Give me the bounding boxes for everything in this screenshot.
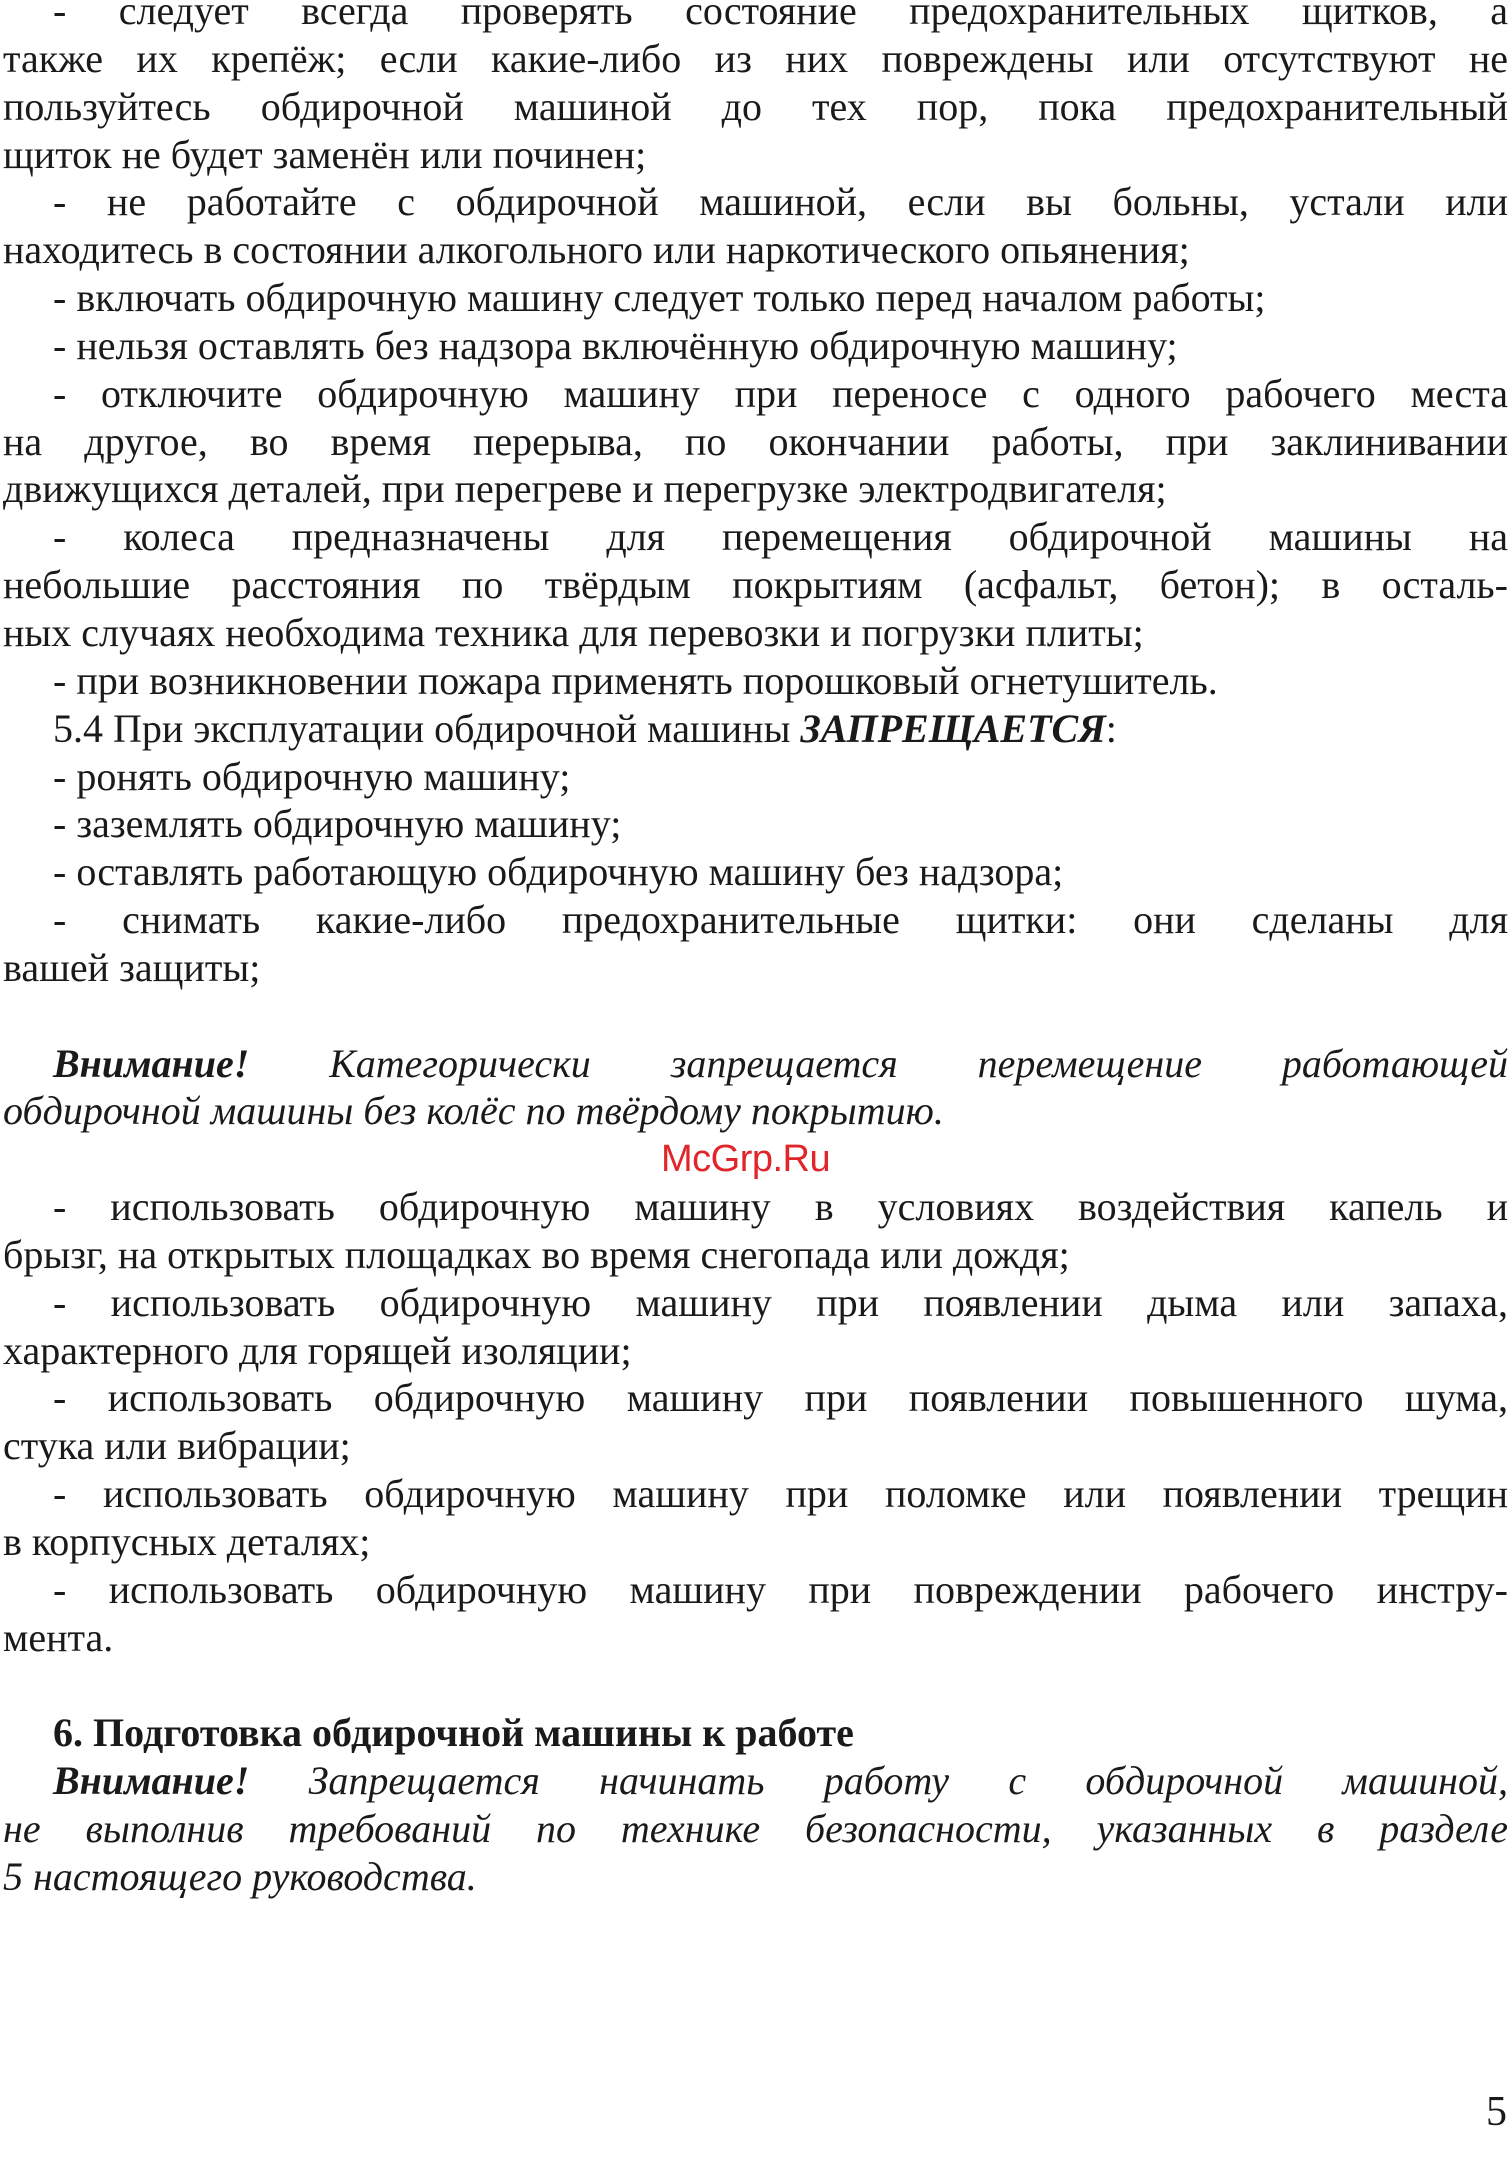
- watermark: McGrp.Ru: [661, 1138, 831, 1180]
- text-line: [3, 1853, 1508, 1901]
- line-content: [3, 226, 1190, 274]
- text-span: - использовать обдирочную машину при появлении дыма или запаха,: [53, 1279, 1508, 1325]
- text-span: - оставлять работающую обдирочную машину без надзора;: [53, 849, 1064, 895]
- text-span: - при возникновении пожара применять порошковый огнетушитель.: [53, 657, 1218, 703]
- line-content: [53, 322, 1178, 370]
- text-line: [3, 322, 1508, 370]
- line-content: [3, 1853, 477, 1901]
- line-content: [53, 513, 1508, 561]
- text-span: - снимать какие-либо предохранительные щитки: они сделаны для: [53, 897, 1508, 943]
- emphasis-text: ЗАПРЕЩАЕТСЯ: [800, 705, 1106, 751]
- text-span: - нельзя оставлять без надзора включённую обдирочную машину;: [53, 322, 1178, 368]
- line-content: [3, 1805, 1508, 1853]
- text-span: небольшие расстояния по твёрдым покрытиям (асфальт, бетон); в осталь-: [3, 562, 1508, 608]
- line-content: [3, 561, 1508, 609]
- line-content: [53, 178, 1508, 226]
- line-content: [3, 418, 1508, 466]
- line-content: [53, 274, 1266, 322]
- text-span: не выполнив требований по технике безопасности, указанных в разделе: [3, 1806, 1508, 1852]
- line-content: [53, 848, 1063, 896]
- line-content: [53, 1757, 1508, 1805]
- text-line: [3, 1757, 1508, 1805]
- text-span: - не работайте с обдирочной машиной, если вы больны, устали или: [53, 179, 1508, 225]
- line-content: [3, 1231, 1070, 1279]
- line-content: [3, 1614, 113, 1662]
- text-span: на другое, во время перерыва, по окончании работы, при заклинивании: [3, 418, 1508, 464]
- emphasis-text: Внимание!: [53, 1040, 250, 1086]
- line-content: [53, 896, 1508, 944]
- text-line: [3, 226, 1508, 274]
- blank-line: [3, 1662, 1508, 1710]
- text-span: характерного для горящей изоляции;: [3, 1327, 632, 1373]
- text-line: [3, 800, 1508, 848]
- text-span: также их крепёж; если какие-либо из них повреждены или отсутствуют не: [3, 35, 1508, 81]
- line-content: [53, 0, 1508, 35]
- text-line: [3, 513, 1508, 561]
- text-span: - заземлять обдирочную машину;: [53, 801, 622, 847]
- text-line: [3, 83, 1508, 131]
- line-content: [3, 1518, 370, 1566]
- text-span: Запрещается начинать работу с обдирочной машиной,: [249, 1758, 1508, 1804]
- emphasis-text: Внимание!: [53, 1758, 250, 1804]
- line-content: [53, 1040, 1508, 1088]
- line-content: [53, 1709, 854, 1757]
- line-content: [3, 609, 1144, 657]
- text-span: находитесь в состоянии алкогольного или наркотического опьянения;: [3, 227, 1190, 273]
- text-line: [3, 1614, 1508, 1662]
- text-span: :: [1105, 705, 1117, 751]
- text-span: - использовать обдирочную машину при поломке или появлении трещин: [53, 1471, 1508, 1517]
- line-content: [3, 1422, 351, 1470]
- text-span: в корпусных деталях;: [3, 1519, 371, 1564]
- line-content: [53, 370, 1508, 418]
- text-line: [3, 0, 1508, 35]
- text-span: - следует всегда проверять состояние предохранительных щитков, а: [53, 0, 1508, 33]
- text-line: [3, 131, 1508, 179]
- line-content: [53, 1374, 1508, 1422]
- line-content: [3, 944, 260, 992]
- text-line: [3, 465, 1508, 513]
- line-content: [53, 1279, 1508, 1327]
- text-line: [3, 944, 1508, 992]
- text-line: [3, 370, 1508, 418]
- text-line: [3, 1470, 1508, 1518]
- text-span: - колеса предназначены для перемещения обдирочной машины на: [53, 514, 1508, 560]
- text-span: брызг, на открытых площадках во время снегопада или дождя;: [3, 1231, 1070, 1277]
- section-heading: 6. Подготовка обдирочной машины к работе: [53, 1710, 854, 1756]
- text-line: [3, 896, 1508, 944]
- text-span: Категорически запрещается перемещение работающей: [249, 1040, 1508, 1086]
- line-content: [53, 657, 1218, 705]
- line-content: [3, 83, 1508, 131]
- text-span: мента.: [3, 1614, 114, 1660]
- text-line: [3, 1374, 1508, 1422]
- text-line: [3, 561, 1508, 609]
- line-content: [53, 800, 621, 848]
- text-line: [3, 418, 1508, 466]
- text-line: [3, 178, 1508, 226]
- text-line: [3, 1183, 1508, 1231]
- text-span: обдирочной машины без колёс по твёрдому покрытию.: [3, 1088, 944, 1134]
- text-span: 5.4 При эксплуатации обдирочной машины: [53, 705, 801, 751]
- text-line: [3, 274, 1508, 322]
- text-line: [3, 1040, 1508, 1088]
- line-content: [53, 1183, 1508, 1231]
- text-span: щиток не будет заменён или починен;: [3, 131, 647, 177]
- line-content: [3, 131, 646, 179]
- text-span: 5 настоящего руководства.: [3, 1853, 477, 1899]
- text-line: [3, 753, 1508, 801]
- line-content: [3, 1087, 944, 1135]
- text-span: - ронять обдирочную машину;: [53, 753, 571, 799]
- text-line: [3, 657, 1508, 705]
- text-span: - включать обдирочную машину следует только перед началом работы;: [53, 275, 1266, 321]
- text-line: [3, 1327, 1508, 1375]
- line-content: [3, 465, 1167, 513]
- text-line: [3, 1518, 1508, 1566]
- text-span: стука или вибрации;: [3, 1423, 351, 1469]
- text-span: пользуйтесь обдирочной машиной до тех пор, пока предохранительный: [3, 83, 1508, 129]
- text-line: [3, 1087, 1508, 1135]
- page-number: 5: [1486, 2089, 1507, 2135]
- text-span: - использовать обдирочную машину при повреждении рабочего инстру-: [53, 1566, 1508, 1612]
- text-span: движущихся деталей, при перегреве и перегрузке электродвигателя;: [3, 466, 1167, 512]
- document-body: [3, 0, 1508, 1901]
- text-line: [3, 1422, 1508, 1470]
- text-span: - использовать обдирочную машину при появлении повышенного шума,: [53, 1375, 1508, 1421]
- text-line: [3, 848, 1508, 896]
- line-content: [3, 1327, 632, 1375]
- text-span: вашей защиты;: [3, 944, 261, 990]
- text-line: [3, 1231, 1508, 1279]
- blank-line: [3, 992, 1508, 1040]
- line-content: [53, 753, 570, 801]
- line-content: [53, 705, 1117, 753]
- text-line: [3, 1279, 1508, 1327]
- text-line: [3, 35, 1508, 83]
- text-span: - использовать обдирочную машину в условиях воздействия капель и: [53, 1184, 1508, 1230]
- text-line: [3, 609, 1508, 657]
- text-span: ных случаях необходима техника для перевозки и погрузки плиты;: [3, 609, 1144, 655]
- text-line: [3, 1566, 1508, 1614]
- text-span: - отключите обдирочную машину при переносе с одного рабочего места: [53, 370, 1508, 416]
- text-line: [3, 1709, 1508, 1757]
- line-content: [53, 1566, 1508, 1614]
- line-content: [3, 35, 1508, 83]
- text-line: [3, 705, 1508, 753]
- text-line: [3, 1805, 1508, 1853]
- line-content: [53, 1470, 1508, 1518]
